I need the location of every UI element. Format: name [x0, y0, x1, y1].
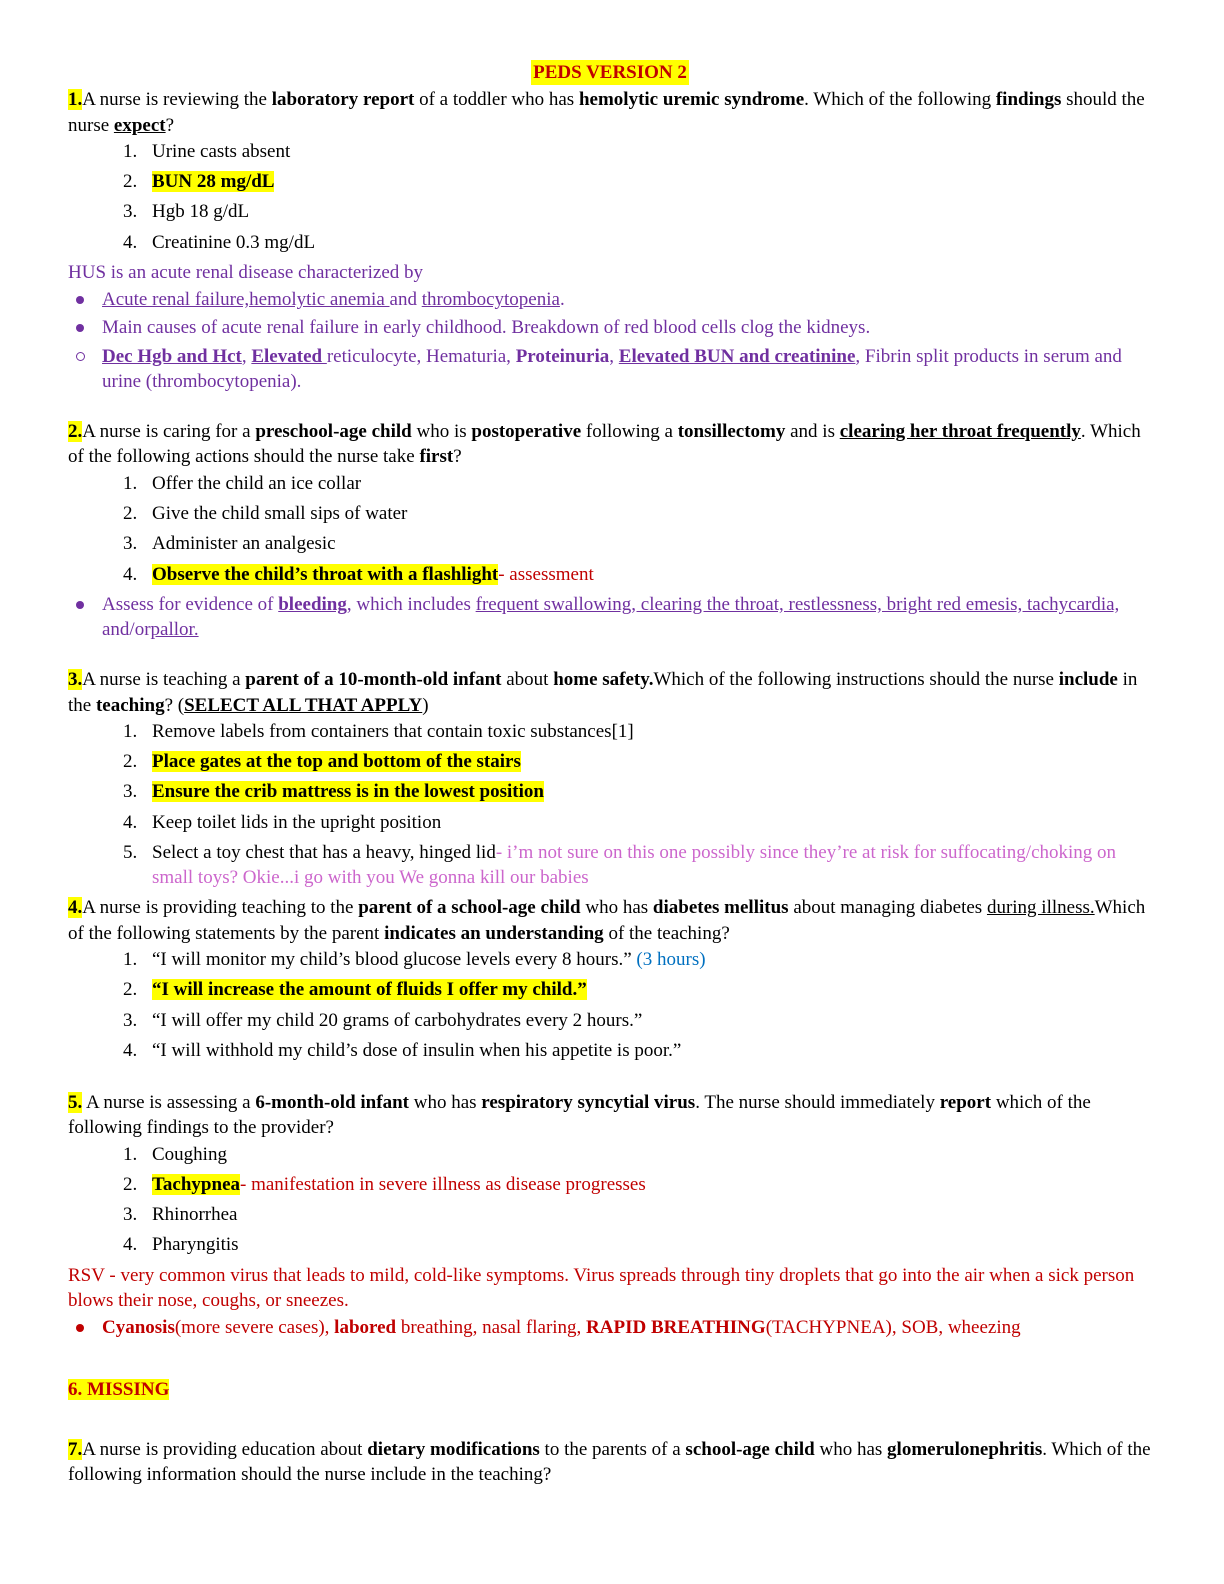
question-4: [68, 895, 1152, 1063]
q4-s5: about managing diabetes: [788, 897, 987, 919]
choice-text: “I will increase the amount of fluids I offer my child.”: [152, 979, 587, 1001]
choice[interactable]: [142, 1142, 1152, 1167]
r2-b1-p2: bleeding: [278, 593, 347, 615]
choice[interactable]: [142, 977, 1152, 1002]
question-4-number: 4.: [68, 897, 83, 919]
q5-s3: who has: [408, 1092, 482, 1114]
q1-s2: laboratory report: [271, 89, 415, 111]
q3-s5: Which of the following instructions should the nurse: [653, 669, 1059, 691]
question-5-choices: [68, 1142, 1152, 1258]
choice[interactable]: [142, 230, 1152, 255]
choice[interactable]: [142, 719, 1152, 744]
r1-b3-p2: ,: [241, 345, 252, 367]
choice-text: Observe the child’s throat with a flashlight: [152, 563, 499, 585]
q1-s4: hemolytic uremic syndrome: [578, 89, 805, 111]
choice-annotation: - assessment: [498, 563, 594, 585]
r5-b1-p5: RAPID BREATHING: [586, 1317, 766, 1339]
choice-text: Ensure the crib mattress is in the lowest position: [152, 781, 544, 803]
choice[interactable]: [142, 1038, 1152, 1063]
choice[interactable]: [142, 840, 1152, 891]
question-1-rationale-lead: HUS is an acute renal disease characterized by: [68, 261, 424, 283]
q3-s9: ? (: [164, 694, 185, 716]
r1-b3-p1: Dec Hgb and Hct: [102, 345, 242, 367]
r2-b1-p4: frequent swallowing, clearing the throat, restlessness, bright red emesis, tachycardia,: [475, 593, 1120, 615]
q2-s3: who is: [411, 421, 472, 443]
question-6: [68, 1377, 1152, 1402]
question-1: [68, 87, 1152, 394]
question-2: [68, 419, 1152, 642]
choice-text: Place gates at the top and bottom of the stairs: [152, 751, 521, 773]
q1-s9: ?: [165, 114, 175, 136]
choice-text: Creatinine 0.3 mg/dL: [152, 231, 316, 253]
r2-b1-p5: and/or: [102, 619, 151, 641]
q7-s1: A nurse is providing education about: [82, 1438, 368, 1460]
q2-s11: ?: [453, 446, 462, 468]
q5-s5: . The nurse should immediately: [695, 1092, 940, 1114]
q5-s4: respiratory syncytial virus: [481, 1092, 696, 1114]
rationale-bullet: [68, 592, 1152, 643]
question-1-choices: [68, 139, 1152, 255]
choice[interactable]: [142, 749, 1152, 774]
choice[interactable]: [142, 531, 1152, 556]
q1-s8: expect: [113, 114, 166, 136]
q3-s10: SELECT ALL THAT APPLY: [184, 694, 423, 716]
choice[interactable]: [142, 471, 1152, 496]
r1-b3-p6: ,: [609, 345, 619, 367]
choice-annotation: - i’m not sure on this one possibly since they’re at risk for suffocating/choking on small toys? Okie...i go with you We gonna kill our babies: [152, 841, 1117, 889]
question-5-rationale-bullets: [68, 1315, 1152, 1340]
r5-b1-p1: Cyanosis: [102, 1317, 175, 1339]
choice-text: “I will withhold my child’s dose of insulin when his appetite is poor.”: [152, 1039, 682, 1061]
r5-b1-p2: (more severe cases),: [174, 1317, 335, 1339]
question-1-rationale-bullets: [68, 287, 1152, 394]
r2-b1-p6: pallor.: [150, 619, 199, 641]
question-5-rationale-lead: RSV - very common virus that leads to mild, cold-like symptoms. Virus spreads through tiny droplets that go into the air when a sick person blows their nose, coughs, or sneezes.: [68, 1264, 1135, 1311]
q2-s7: and is: [785, 421, 840, 443]
choice-text: BUN 28 mg/dL: [152, 171, 275, 193]
question-2-rationale-bullets: [68, 592, 1152, 643]
r1-b1-p2: and: [389, 289, 422, 311]
q3-s1: A nurse is teaching a: [82, 669, 246, 691]
r2-b1-p1: Assess for evidence of: [102, 593, 279, 615]
r1-b3-p5: Proteinuria: [515, 345, 610, 367]
question-2-number: 2.: [68, 421, 83, 443]
q3-s2: parent of a 10-month-old infant: [245, 669, 502, 691]
question-4-stem: [68, 895, 1152, 946]
q4-s3: who has: [580, 897, 653, 919]
q5-s6: report: [939, 1092, 992, 1114]
rationale-bullet: [68, 344, 1152, 395]
q2-s5: following a: [581, 421, 678, 443]
q3-s7: in the: [68, 669, 1138, 716]
choice[interactable]: [142, 1172, 1152, 1197]
choice-text: Select a toy chest that has a heavy, hinged lid: [152, 841, 496, 863]
question-5-number: 5.: [68, 1092, 83, 1114]
document-title-wrap: [68, 60, 1152, 85]
choice-text: “I will offer my child 20 grams of carbohydrates every 2 hours.”: [152, 1009, 643, 1031]
rationale-bullet: [68, 1315, 1152, 1340]
question-1-number: 1.: [68, 89, 83, 111]
question-3: [68, 667, 1152, 890]
q2-s1: A nurse is caring for a: [82, 421, 256, 443]
q3-s3: about: [501, 669, 554, 691]
choice-annotation: (3 hours): [631, 948, 706, 970]
r1-b3-p7: Elevated BUN and creatinine: [618, 345, 856, 367]
q2-s4: postoperative: [471, 421, 582, 443]
choice-text: Hgb 18 g/dL: [152, 201, 250, 223]
choice[interactable]: [142, 1008, 1152, 1033]
q4-s6: during illness.: [986, 897, 1095, 919]
choice[interactable]: [142, 947, 1152, 972]
r1-b2-text: Main causes of acute renal failure in early childhood. Breakdown of red blood cells clog the kidneys.: [102, 317, 871, 339]
rationale-bullet: [68, 315, 1152, 340]
choice-text: Keep toilet lids in the upright position: [152, 811, 442, 833]
r2-b1-p3: , which includes: [346, 593, 476, 615]
choice-text: Rhinorrhea: [152, 1204, 238, 1226]
r1-b1-p3: thrombocytopenia: [421, 289, 560, 311]
choice-text: Give the child small sips of water: [152, 502, 408, 524]
q1-s1: A nurse is reviewing the: [82, 89, 272, 111]
choice-text: Urine casts absent: [152, 140, 291, 162]
choice[interactable]: [142, 810, 1152, 835]
r1-b3-p4: reticulocyte, Hematuria,: [326, 345, 516, 367]
q3-s4: home safety.: [553, 669, 654, 691]
q3-s11: ): [422, 694, 429, 716]
page-title: PEDS VERSION 2: [531, 60, 689, 85]
r1-b3-p8: , Fibrin split products in serum and urine (thrombocytopenia).: [102, 345, 1122, 392]
q7-s3: to the parents of a: [539, 1438, 686, 1460]
q7-s2: dietary modifications: [367, 1438, 540, 1460]
q1-s7: should the nurse: [68, 89, 1145, 136]
q2-s8: clearing her throat frequently: [839, 421, 1081, 443]
choice-text: “I will monitor my child’s blood glucose levels every 8 hours.”: [152, 948, 632, 970]
q4-s8: indicates an understanding: [384, 922, 604, 944]
q3-s6: include: [1058, 669, 1118, 691]
question-4-choices: [68, 947, 1152, 1063]
question-7: [68, 1437, 1152, 1488]
q4-s4: diabetes mellitus: [652, 897, 789, 919]
q5-s7: which of the following findings to the provider?: [68, 1092, 1091, 1139]
q5-s1: A nurse is assessing a: [82, 1092, 256, 1114]
choice-text: Pharyngitis: [152, 1234, 239, 1256]
question-5-stem: [68, 1090, 1152, 1141]
choice[interactable]: [142, 1202, 1152, 1227]
q4-s9: of the teaching?: [603, 922, 730, 944]
q3-s8: teaching: [95, 694, 165, 716]
choice[interactable]: [142, 199, 1152, 224]
choice[interactable]: [142, 1232, 1152, 1257]
r1-b1-p4: .: [559, 289, 565, 311]
q1-s3: of a toddler who has: [414, 89, 579, 111]
q4-s1: A nurse is providing teaching to the: [82, 897, 359, 919]
question-3-stem: [68, 667, 1152, 718]
rationale-bullet: [68, 287, 1152, 312]
choice-text: Remove labels from containers that contain toxic substances[1]: [152, 720, 634, 742]
q5-s2: 6-month-old infant: [255, 1092, 409, 1114]
q7-s6: glomerulonephritis: [887, 1438, 1043, 1460]
q4-s2: parent of a school-age child: [358, 897, 581, 919]
choice-annotation: - manifestation in severe illness as disease progresses: [240, 1173, 646, 1195]
question-3-number: 3.: [68, 669, 83, 691]
choice[interactable]: [142, 779, 1152, 804]
question-6-stem: [68, 1377, 1152, 1402]
question-1-stem: [68, 87, 1152, 138]
r5-b1-p4: breathing, nasal flaring,: [396, 1317, 587, 1339]
choice-text: Tachypnea: [152, 1173, 240, 1195]
r5-b1-p6: (TACHYPNEA), SOB, wheezing: [765, 1317, 1021, 1339]
question-3-choices: [68, 719, 1152, 891]
question-7-stem: [68, 1437, 1152, 1488]
q2-s10: first: [419, 446, 454, 468]
question-7-number: 7.: [68, 1438, 83, 1460]
choice[interactable]: [142, 139, 1152, 164]
q1-s5: . Which of the following: [804, 89, 996, 111]
r1-b3-p3: Elevated: [251, 345, 327, 367]
choice[interactable]: [142, 562, 1152, 587]
q7-s7: . Which of the following information should the nurse include in the teaching?: [68, 1438, 1151, 1485]
r1-b1-p1: Acute renal failure,hemolytic anemia: [102, 289, 390, 311]
question-5: [68, 1090, 1152, 1340]
question-6-missing-label: 6. MISSING: [68, 1379, 170, 1401]
question-2-stem: [68, 419, 1152, 470]
r5-b1-p3: labored: [334, 1317, 397, 1339]
choice[interactable]: [142, 169, 1152, 194]
choice-text: Offer the child an ice collar: [152, 472, 362, 494]
q1-s6: findings: [995, 89, 1062, 111]
q2-s9: . Which of the following actions should the nurse take: [68, 421, 1141, 468]
choice-text: Coughing: [152, 1143, 227, 1165]
choice-text: Administer an analgesic: [152, 533, 336, 555]
question-2-choices: [68, 471, 1152, 587]
q4-s7: Which of the following statements by the parent: [68, 897, 1146, 944]
q2-s2: preschool-age child: [255, 421, 412, 443]
q2-s6: tonsillectomy: [677, 421, 786, 443]
q7-s5: who has: [814, 1438, 888, 1460]
choice[interactable]: [142, 501, 1152, 526]
q7-s4: school-age child: [685, 1438, 815, 1460]
